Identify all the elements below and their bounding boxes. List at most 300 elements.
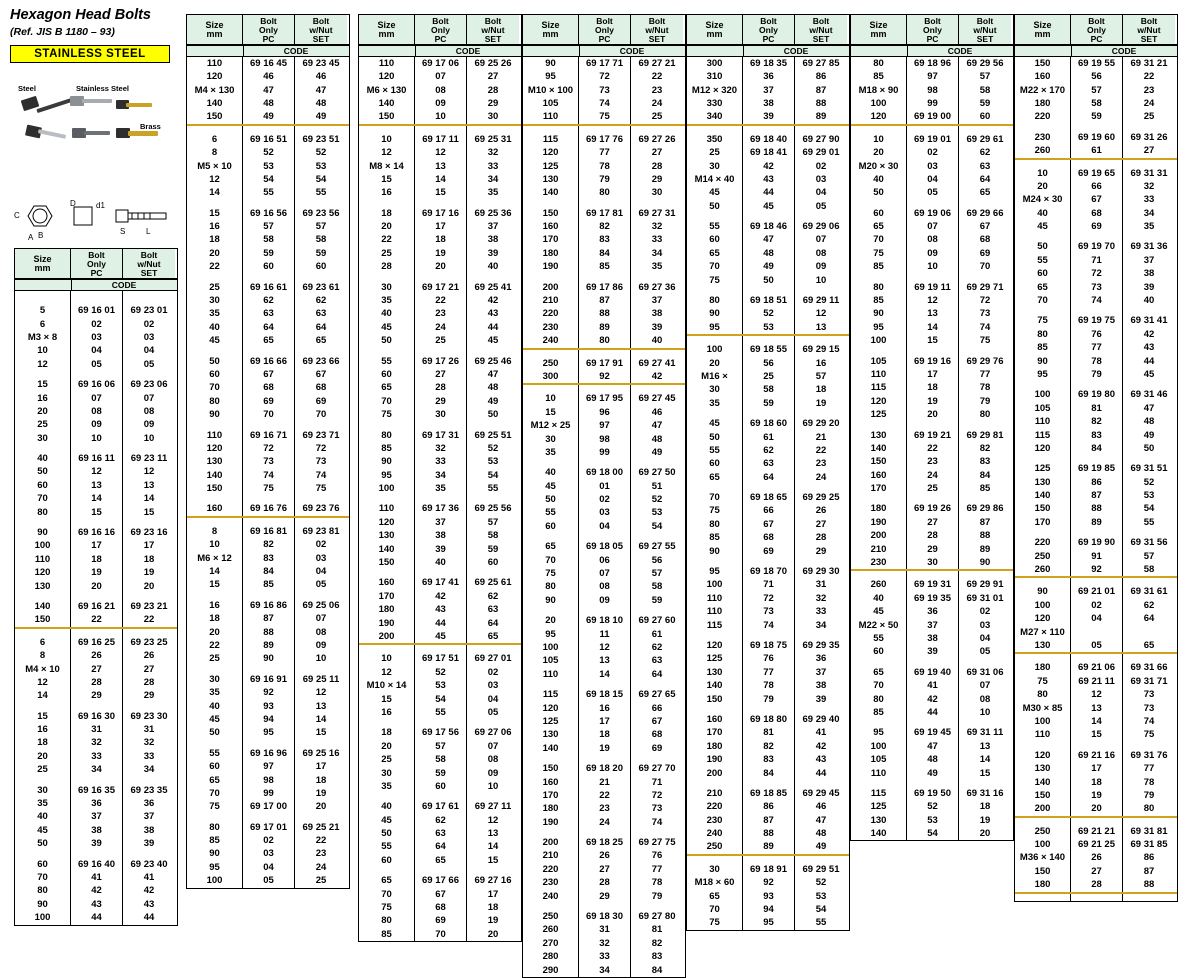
table-row[interactable] — [1015, 207, 1177, 220]
table-row[interactable] — [15, 452, 177, 465]
table-row[interactable] — [359, 854, 521, 867]
table-row[interactable] — [851, 592, 1013, 605]
table-row[interactable] — [851, 294, 1013, 307]
table-row[interactable] — [187, 281, 349, 294]
table-row[interactable] — [523, 133, 685, 146]
table-row[interactable] — [851, 233, 1013, 246]
table-row[interactable] — [187, 220, 349, 233]
table-row[interactable] — [359, 726, 521, 739]
table-row[interactable] — [15, 378, 177, 391]
table-row[interactable] — [851, 146, 1013, 159]
table-row[interactable] — [687, 97, 849, 110]
table-row[interactable] — [187, 612, 349, 625]
table-row[interactable] — [187, 552, 349, 565]
table-row[interactable] — [687, 814, 849, 827]
table-row[interactable] — [523, 802, 685, 815]
table-row[interactable] — [1015, 110, 1177, 123]
table-row[interactable] — [1015, 489, 1177, 502]
table-row[interactable] — [687, 827, 849, 840]
table-row[interactable] — [359, 800, 521, 813]
table-row[interactable] — [687, 890, 849, 903]
table-row[interactable] — [15, 432, 177, 445]
table-row[interactable] — [687, 110, 849, 123]
table-row[interactable] — [1015, 240, 1177, 253]
table-row[interactable] — [687, 307, 849, 320]
table-row[interactable] — [15, 304, 177, 317]
table-row[interactable] — [15, 797, 177, 810]
table-row[interactable] — [851, 645, 1013, 658]
table-row[interactable] — [187, 57, 349, 70]
table-row[interactable] — [359, 281, 521, 294]
table-row[interactable] — [687, 800, 849, 813]
table-row[interactable] — [851, 186, 1013, 199]
table-row[interactable] — [15, 750, 177, 763]
table-row[interactable] — [15, 871, 177, 884]
table-row[interactable] — [15, 492, 177, 505]
table-row[interactable] — [1015, 516, 1177, 529]
table-row[interactable] — [359, 693, 521, 706]
table-row[interactable] — [851, 679, 1013, 692]
table-row[interactable] — [359, 395, 521, 408]
table-row[interactable] — [687, 753, 849, 766]
table-row[interactable] — [359, 780, 521, 793]
table-row[interactable] — [1015, 865, 1177, 878]
table-row[interactable] — [15, 884, 177, 897]
table-row[interactable] — [523, 654, 685, 667]
table-row[interactable] — [687, 840, 849, 853]
table-row[interactable] — [1015, 341, 1177, 354]
table-row[interactable] — [1015, 851, 1177, 864]
table-row[interactable] — [187, 146, 349, 159]
table-row[interactable] — [523, 70, 685, 83]
table-row[interactable] — [523, 641, 685, 654]
table-row[interactable] — [851, 767, 1013, 780]
table-row[interactable] — [15, 331, 177, 344]
table-row[interactable] — [523, 849, 685, 862]
table-row[interactable] — [851, 543, 1013, 556]
table-row[interactable] — [523, 964, 685, 977]
table-row[interactable] — [687, 504, 849, 517]
table-row[interactable] — [359, 381, 521, 394]
table-row[interactable] — [359, 679, 521, 692]
table-row[interactable] — [1015, 802, 1177, 815]
table-row[interactable] — [851, 827, 1013, 840]
table-row[interactable] — [359, 355, 521, 368]
table-row[interactable] — [187, 395, 349, 408]
table-row[interactable] — [1015, 661, 1177, 674]
table-row[interactable] — [15, 676, 177, 689]
table-row[interactable] — [523, 233, 685, 246]
table-row[interactable] — [187, 525, 349, 538]
table-row[interactable] — [187, 260, 349, 273]
table-row[interactable] — [359, 928, 521, 941]
table-row[interactable] — [851, 355, 1013, 368]
table-row[interactable] — [15, 663, 177, 676]
table-row[interactable] — [359, 652, 521, 665]
table-row[interactable] — [523, 466, 685, 479]
table-row[interactable] — [359, 888, 521, 901]
table-row[interactable] — [1015, 415, 1177, 428]
table-row[interactable] — [15, 613, 177, 626]
table-row[interactable] — [1015, 476, 1177, 489]
table-row[interactable] — [359, 334, 521, 347]
table-row[interactable] — [523, 668, 685, 681]
table-row[interactable] — [523, 580, 685, 593]
table-row[interactable] — [523, 950, 685, 963]
table-row[interactable] — [15, 405, 177, 418]
table-row[interactable] — [187, 70, 349, 83]
table-row[interactable] — [523, 728, 685, 741]
table-row[interactable] — [15, 649, 177, 662]
table-row[interactable] — [15, 710, 177, 723]
table-row[interactable] — [687, 471, 849, 484]
table-row[interactable] — [359, 321, 521, 334]
table-row[interactable] — [359, 57, 521, 70]
table-row[interactable] — [523, 57, 685, 70]
table-row[interactable] — [851, 429, 1013, 442]
table-row[interactable] — [523, 789, 685, 802]
table-row[interactable] — [1015, 131, 1177, 144]
table-row[interactable] — [851, 97, 1013, 110]
table-row[interactable] — [687, 619, 849, 632]
table-row[interactable] — [1015, 57, 1177, 70]
table-row[interactable] — [15, 344, 177, 357]
table-row[interactable] — [359, 207, 521, 220]
table-row[interactable] — [851, 578, 1013, 591]
table-row[interactable] — [1015, 429, 1177, 442]
table-row[interactable] — [187, 381, 349, 394]
table-row[interactable] — [187, 186, 349, 199]
table-row[interactable] — [687, 294, 849, 307]
table-row[interactable] — [1015, 294, 1177, 307]
table-row[interactable] — [1015, 502, 1177, 515]
table-row[interactable] — [359, 455, 521, 468]
table-row[interactable] — [187, 565, 349, 578]
table-row[interactable] — [851, 321, 1013, 334]
table-row[interactable] — [851, 632, 1013, 645]
table-row[interactable] — [851, 469, 1013, 482]
table-row[interactable] — [187, 502, 349, 515]
table-row[interactable] — [851, 556, 1013, 569]
table-row[interactable] — [523, 247, 685, 260]
table-row[interactable] — [687, 726, 849, 739]
table-row[interactable] — [687, 431, 849, 444]
table-row[interactable] — [851, 706, 1013, 719]
table-row[interactable] — [687, 713, 849, 726]
table-row[interactable] — [359, 307, 521, 320]
table-row[interactable] — [687, 679, 849, 692]
table-row[interactable] — [1015, 314, 1177, 327]
table-row[interactable] — [187, 160, 349, 173]
table-row[interactable] — [851, 307, 1013, 320]
table-row[interactable] — [359, 502, 521, 515]
table-row[interactable] — [359, 630, 521, 643]
table-row[interactable] — [687, 491, 849, 504]
table-row[interactable] — [359, 97, 521, 110]
table-row[interactable] — [187, 455, 349, 468]
table-row[interactable] — [1015, 97, 1177, 110]
table-row[interactable] — [523, 762, 685, 775]
table-row[interactable] — [851, 133, 1013, 146]
table-row[interactable] — [1015, 688, 1177, 701]
table-row[interactable] — [523, 406, 685, 419]
table-row[interactable] — [359, 133, 521, 146]
table-row[interactable] — [851, 787, 1013, 800]
table-row[interactable] — [1015, 355, 1177, 368]
table-row[interactable] — [15, 810, 177, 823]
table-row[interactable] — [687, 274, 849, 287]
table-row[interactable] — [359, 146, 521, 159]
table-row[interactable] — [187, 173, 349, 186]
table-row[interactable] — [523, 307, 685, 320]
table-row[interactable] — [187, 713, 349, 726]
table-row[interactable] — [523, 923, 685, 936]
table-row[interactable] — [187, 355, 349, 368]
table-row[interactable] — [851, 529, 1013, 542]
table-row[interactable] — [687, 84, 849, 97]
table-row[interactable] — [187, 686, 349, 699]
table-row[interactable] — [359, 603, 521, 616]
table-row[interactable] — [523, 540, 685, 553]
table-row[interactable] — [523, 84, 685, 97]
table-row[interactable] — [523, 433, 685, 446]
table-row[interactable] — [523, 370, 685, 383]
table-row[interactable] — [187, 408, 349, 421]
table-row[interactable] — [687, 916, 849, 929]
table-row[interactable] — [687, 652, 849, 665]
table-row[interactable] — [687, 545, 849, 558]
table-row[interactable] — [523, 506, 685, 519]
table-row[interactable] — [15, 506, 177, 519]
table-row[interactable] — [359, 590, 521, 603]
table-row[interactable] — [187, 800, 349, 813]
table-row[interactable] — [687, 740, 849, 753]
table-row[interactable] — [523, 207, 685, 220]
table-row[interactable] — [15, 736, 177, 749]
table-row[interactable] — [523, 281, 685, 294]
table-row[interactable] — [1015, 550, 1177, 563]
table-row[interactable] — [187, 84, 349, 97]
table-row[interactable] — [1015, 762, 1177, 775]
table-row[interactable] — [187, 442, 349, 455]
table-row[interactable] — [359, 576, 521, 589]
table-row[interactable] — [523, 910, 685, 923]
table-row[interactable] — [1015, 776, 1177, 789]
table-row[interactable] — [851, 160, 1013, 173]
table-row[interactable] — [187, 368, 349, 381]
table-row[interactable] — [687, 444, 849, 457]
table-row[interactable] — [1015, 626, 1177, 639]
table-row[interactable] — [187, 700, 349, 713]
table-row[interactable] — [687, 247, 849, 260]
table-row[interactable] — [187, 639, 349, 652]
table-row[interactable] — [1015, 825, 1177, 838]
table-row[interactable] — [851, 814, 1013, 827]
table-row[interactable] — [687, 457, 849, 470]
table-row[interactable] — [359, 368, 521, 381]
table-row[interactable] — [687, 260, 849, 273]
table-row[interactable] — [523, 628, 685, 641]
table-row[interactable] — [15, 465, 177, 478]
table-row[interactable] — [523, 260, 685, 273]
table-row[interactable] — [15, 291, 177, 304]
table-row[interactable] — [687, 133, 849, 146]
table-row[interactable] — [523, 220, 685, 233]
table-row[interactable] — [851, 334, 1013, 347]
table-row[interactable] — [1015, 838, 1177, 851]
table-row[interactable] — [687, 160, 849, 173]
table-row[interactable] — [1015, 612, 1177, 625]
table-row[interactable] — [359, 617, 521, 630]
table-row[interactable] — [1015, 675, 1177, 688]
table-row[interactable] — [687, 693, 849, 706]
table-row[interactable] — [359, 706, 521, 719]
table-row[interactable] — [187, 578, 349, 591]
table-row[interactable] — [851, 395, 1013, 408]
table-row[interactable] — [523, 863, 685, 876]
table-row[interactable] — [687, 343, 849, 356]
table-row[interactable] — [851, 740, 1013, 753]
table-row[interactable] — [1015, 328, 1177, 341]
table-row[interactable] — [359, 442, 521, 455]
table-row[interactable] — [851, 260, 1013, 273]
table-row[interactable] — [15, 898, 177, 911]
table-row[interactable] — [523, 614, 685, 627]
table-row[interactable] — [187, 774, 349, 787]
table-row[interactable] — [523, 836, 685, 849]
table-row[interactable] — [187, 726, 349, 739]
table-row[interactable] — [359, 84, 521, 97]
table-row[interactable] — [1015, 599, 1177, 612]
table-row[interactable] — [187, 821, 349, 834]
table-row[interactable] — [1015, 144, 1177, 157]
table-row[interactable] — [1015, 84, 1177, 97]
table-row[interactable] — [523, 97, 685, 110]
table-row[interactable] — [523, 446, 685, 459]
table-row[interactable] — [15, 318, 177, 331]
table-row[interactable] — [523, 110, 685, 123]
table-row[interactable] — [851, 516, 1013, 529]
table-row[interactable] — [523, 594, 685, 607]
table-row[interactable] — [851, 502, 1013, 515]
table-row[interactable] — [687, 767, 849, 780]
table-row[interactable] — [687, 903, 849, 916]
table-row[interactable] — [851, 84, 1013, 97]
table-row[interactable] — [687, 876, 849, 889]
table-row[interactable] — [523, 480, 685, 493]
table-row[interactable] — [359, 70, 521, 83]
table-row[interactable] — [359, 914, 521, 927]
table-row[interactable] — [359, 408, 521, 421]
table-row[interactable] — [687, 186, 849, 199]
table-row[interactable] — [187, 110, 349, 123]
table-row[interactable] — [15, 479, 177, 492]
table-row[interactable] — [359, 160, 521, 173]
table-row[interactable] — [687, 863, 849, 876]
table-row[interactable] — [1015, 563, 1177, 576]
table-row[interactable] — [359, 543, 521, 556]
table-row[interactable] — [687, 578, 849, 591]
table-row[interactable] — [851, 247, 1013, 260]
table-row[interactable] — [15, 418, 177, 431]
table-row[interactable] — [523, 334, 685, 347]
table-row[interactable] — [687, 383, 849, 396]
table-row[interactable] — [187, 321, 349, 334]
table-row[interactable] — [359, 260, 521, 273]
table-row[interactable] — [851, 619, 1013, 632]
table-row[interactable] — [359, 874, 521, 887]
table-row[interactable] — [15, 566, 177, 579]
table-row[interactable] — [359, 840, 521, 853]
table-row[interactable] — [15, 636, 177, 649]
table-row[interactable] — [687, 357, 849, 370]
table-row[interactable] — [1015, 180, 1177, 193]
table-row[interactable] — [523, 742, 685, 755]
table-row[interactable] — [1015, 254, 1177, 267]
table-row[interactable] — [187, 307, 349, 320]
table-row[interactable] — [359, 740, 521, 753]
table-row[interactable] — [851, 70, 1013, 83]
table-row[interactable] — [187, 247, 349, 260]
table-row[interactable] — [1015, 442, 1177, 455]
table-row[interactable] — [851, 220, 1013, 233]
table-row[interactable] — [523, 554, 685, 567]
table-row[interactable] — [15, 763, 177, 776]
table-row[interactable] — [1015, 702, 1177, 715]
table-row[interactable] — [1015, 220, 1177, 233]
table-row[interactable] — [687, 57, 849, 70]
table-row[interactable] — [187, 673, 349, 686]
table-row[interactable] — [851, 455, 1013, 468]
table-row[interactable] — [359, 666, 521, 679]
table-row[interactable] — [359, 901, 521, 914]
table-row[interactable] — [187, 97, 349, 110]
table-row[interactable] — [15, 858, 177, 871]
table-row[interactable] — [187, 847, 349, 860]
table-row[interactable] — [1015, 267, 1177, 280]
table-row[interactable] — [851, 482, 1013, 495]
table-row[interactable] — [187, 599, 349, 612]
table-row[interactable] — [687, 531, 849, 544]
table-row[interactable] — [359, 247, 521, 260]
table-row[interactable] — [523, 702, 685, 715]
table-row[interactable] — [187, 760, 349, 773]
table-row[interactable] — [851, 368, 1013, 381]
table-row[interactable] — [15, 539, 177, 552]
table-row[interactable] — [851, 753, 1013, 766]
table-row[interactable] — [1015, 281, 1177, 294]
table-row[interactable] — [523, 776, 685, 789]
table-row[interactable] — [187, 429, 349, 442]
table-row[interactable] — [687, 173, 849, 186]
table-row[interactable] — [851, 442, 1013, 455]
table-row[interactable] — [523, 567, 685, 580]
table-row[interactable] — [523, 816, 685, 829]
table-row[interactable] — [523, 715, 685, 728]
table-row[interactable] — [15, 580, 177, 593]
table-row[interactable] — [359, 529, 521, 542]
table-row[interactable] — [15, 689, 177, 702]
table-row[interactable] — [187, 626, 349, 639]
table-row[interactable] — [187, 874, 349, 887]
table-row[interactable] — [187, 538, 349, 551]
table-row[interactable] — [359, 482, 521, 495]
table-row[interactable] — [187, 834, 349, 847]
table-row[interactable] — [851, 408, 1013, 421]
table-row[interactable] — [523, 146, 685, 159]
table-row[interactable] — [15, 553, 177, 566]
table-row[interactable] — [687, 518, 849, 531]
